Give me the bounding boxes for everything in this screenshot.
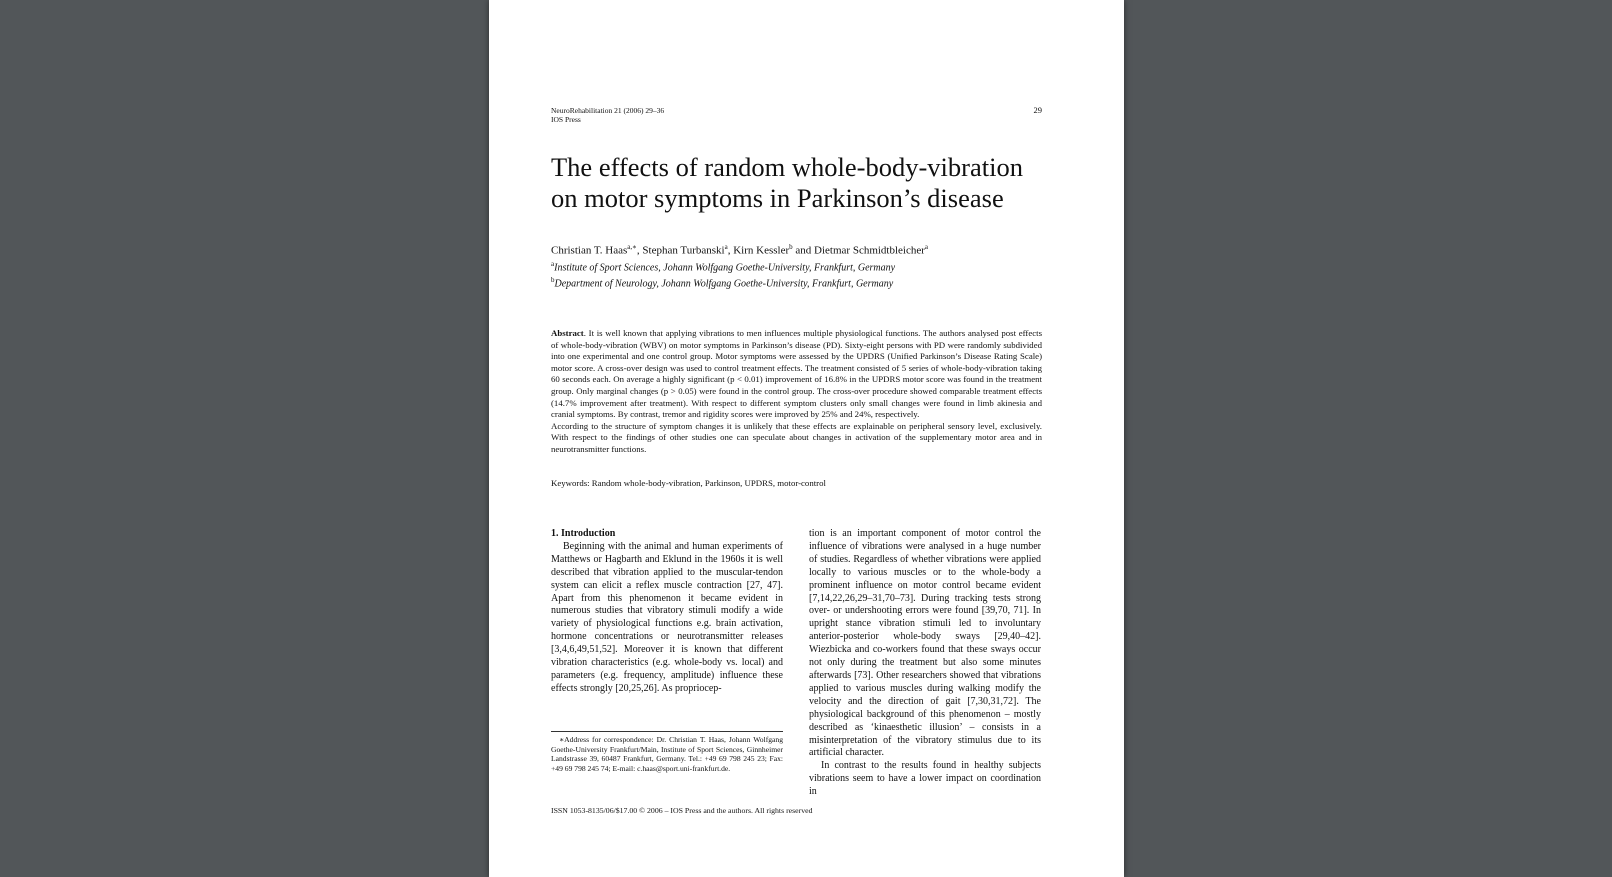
abstract-para-2: According to the structure of symptom changes it is unlikely that these effects are explainable on peripheral sensory level, exclusively. With respect to the findings of other studies one can speculate about changes in activation of the supplementary motor area and in neurotransmitter functions.	[551, 420, 1042, 454]
correspondence-footnote: ∗Address for correspondence: Dr. Christian T. Haas, Johann Wolfgang Goethe-University Frankfurt/Main, Institute of Sport Sciences, Ginnheimer Landstrasse 39, 60487 Frankfurt, Germany. Tel.: +49 69 798 245 23; Fax: +49 69 798 245 74; E-mail: c.haas@sport.uni-frankfurt.de.	[551, 735, 783, 773]
abstract-para-1: Abstract. It is well known that applying vibrations to men influences multiple physiological functions. The authors analysed post effects of whole-body-vibration (WBV) on motor symptoms in Parkinson’s disease (PD). Sixty-eight persons with PD were randomly subdivided into one experimental and one control group. Motor symptoms were assessed by the UPDRS (Unified Parkinson’s Disease Rating Scale) motor score. A cross-over design was used to control treatment effects. The treatment consisted of 5 series of whole-body-vibration taking 60 seconds each. On average a highly significant (p < 0.01) improvement of 16.8% in the UPDRS motor score was found in the treatment group. Only marginal changes (p > 0.05) were found in the control group. The cross-over procedure showed comparable treatment effects (14.7% improvement after treatment). With respect to different symptom clusters only small changes were found in limb akinesia and cranial symptoms. By contrast, tremor and rigidity scores were improved by 25% and 24%, respectively.	[551, 328, 1042, 420]
paper-title	[551, 152, 1051, 214]
author-name: Christian T. Haas	[551, 244, 628, 257]
author-mark: b	[789, 243, 793, 251]
author-name: Kirn Kessler	[733, 244, 790, 257]
author-list: Christian T. Haas$^{a,∗}$, Stephan Turbanski$^a$, Kirn Kessler$^b$ and Dietmar Schmidtbleicher$^a$	[551, 243, 929, 257]
author-name: Dietmar Schmidtbleicher	[814, 244, 925, 257]
publisher-name: IOS Press	[551, 115, 581, 124]
journal-citation: NeuroRehabilitation 21 (2006) 29–36	[551, 106, 665, 115]
title-line-1: The effects of random whole-body-vibration	[551, 152, 1023, 182]
column-left	[551, 528, 783, 696]
author-mark: a	[924, 243, 929, 251]
abstract	[551, 328, 1042, 456]
body-paragraph: In contrast to the results found in healthy subjects vibrations seem to have a lower impact on coordination in	[809, 760, 1041, 798]
affiliation-a: $^a$Institute of Sport Sciences, Johann Wolfgang Goethe-University, Frankfurt, Germany	[551, 259, 896, 273]
issn-copyright: ISSN 1053-8135/06/$17.00 © 2006 – IOS Press and the authors. All rights reserved	[551, 806, 813, 815]
author-mark: a,∗	[627, 243, 637, 251]
page-number: 29	[1033, 105, 1042, 115]
title-line-2: on motor symptoms in Parkinson’s disease	[551, 183, 1004, 213]
footnote-divider	[551, 731, 783, 732]
author-name: Stephan Turbanski	[642, 244, 725, 257]
keywords: Keywords: Random whole-body-vibration, Parkinson, UPDRS, motor-control	[551, 478, 826, 488]
column-right	[809, 528, 1041, 799]
abstract-label: Abstract	[551, 328, 584, 338]
author-mark: a	[724, 243, 728, 251]
author-block	[551, 241, 1051, 290]
section-heading: 1. Introduction	[551, 528, 616, 539]
body-paragraph: Beginning with the animal and human experiments of Matthews or Hagbarth and Eklund in the 1960s it is well described that vibration applied to the muscular-tendon system can elicit a reflex muscle contraction [27, 47]. Apart from this phenomenon it became evident in numerous studies that vibratory stimuli modify a wide variety of physiological functions e.g. brain activation, hormone concentrations or neurotransmitter releases [3,4,6,49,51,52]. Moreover it is known that different vibration characteristics (e.g. whole-body vs. local) and parameters (e.g. frequency, amplitude) influence these effects strongly [20,25,26]. As propriocep-	[551, 540, 783, 694]
body-paragraph: tion is an important component of motor control the influence of vibrations were analysed in a huge number of studies. Regardless of whether vibrations were applied locally to various muscles or to the whole-body a prominent influence on motor control became evident [7,14,22,26,29–31,70–73]. During tracking tests strong over- or undershooting errors were found [39,70, 71]. In upright stance vibration stimuli led to involuntary anterior-posterior whole-body sways [29,40–42]. Wiezbicka and co-workers found that these sways occur not only during the treatment but also some minutes afterwards [73]. Other researchers showed that vibrations applied to various muscles during walking modify the velocity and the direction of gait [7,30,31,72]. The physiological background of this phenomenon – mostly described as ‘kinaesthetic illusion’ – consists in a misinterpretation of the vibratory stimulus due to its artificial character.	[809, 528, 1041, 759]
pdf-page	[489, 0, 1124, 877]
affiliation-b: $^b$Department of Neurology, Johann Wolfgang Goethe-University, Frankfurt, Germany	[551, 275, 894, 290]
running-head	[551, 106, 1042, 124]
